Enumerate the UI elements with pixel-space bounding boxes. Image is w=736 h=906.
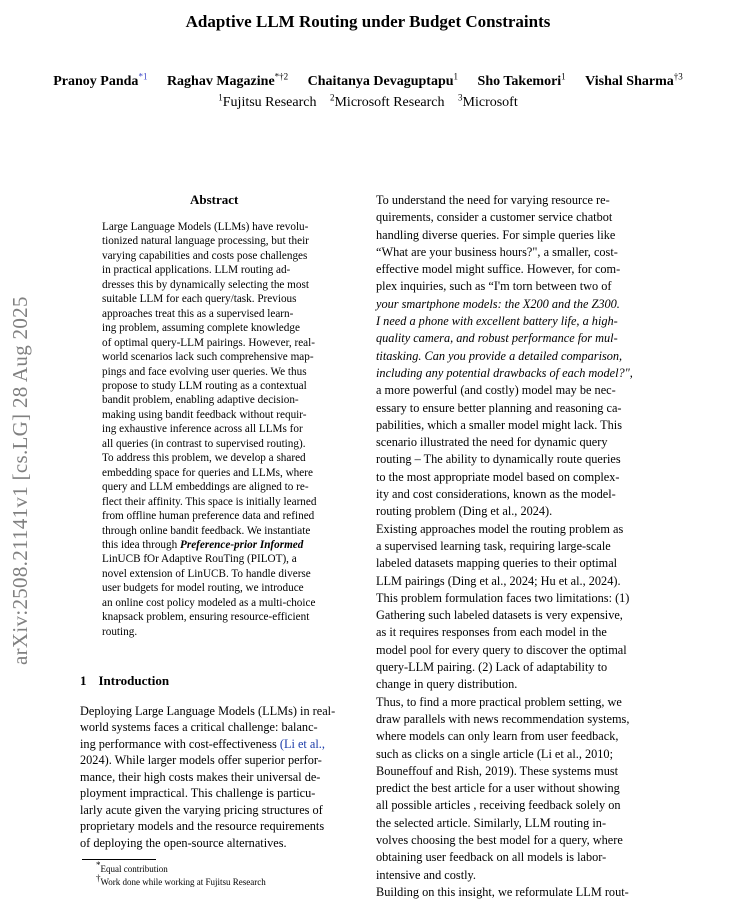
body-line: routing problem (Ding et al., 2024). <box>376 504 553 519</box>
body-line: Existing approaches model the routing problem as <box>376 521 624 536</box>
body-line: Gathering such labeled datasets is very expensive, <box>376 608 623 623</box>
intro-line: mance, their high costs makes their universal de- <box>80 769 321 784</box>
abstract-line: novel extension of LinUCB. To handle diverse <box>102 567 311 580</box>
affiliation: $^1$Fujitsu Research <box>218 92 317 110</box>
body-line: effective model might suffice. However, for com- <box>376 262 621 277</box>
body-line: Bouneffouf and Rish, 2019). These systems must <box>376 763 619 778</box>
author: Sho Takemori$^1$ <box>477 71 566 89</box>
abstract-line: of optimal query-LLM pairings. However, real- <box>102 336 315 349</box>
body-line: draw parallels with news recommendation systems, <box>376 711 630 726</box>
abstract-line: knapsack problem, ensuring resource-efficient <box>102 611 310 624</box>
affiliations <box>0 92 736 111</box>
pilot-expansion: Preference-prior Informed <box>180 538 304 551</box>
abstract-line: tionized natural language processing, but their <box>102 235 309 248</box>
body-line: to the most appropriate model based on complex- <box>376 469 620 484</box>
body-line: labeled datasets mapping queries to their optimal <box>376 556 618 571</box>
body-line: quality camera, and robust performance for mul- <box>376 331 618 346</box>
abstract-line: suitable LLM for each query/task. Previous <box>102 293 297 306</box>
body-line: I need a phone with excellent battery life, a high- <box>376 314 618 329</box>
body-line: the selected article. Similarly, LLM routing in- <box>376 815 607 830</box>
author: Pranoy Panda$^{*1}$ <box>53 71 148 89</box>
abstract-line: world scenarios lack such comprehensive map- <box>102 351 314 364</box>
abstract-line: pings and face evolving user queries. We thus <box>102 365 307 378</box>
body-line: Thus, to find a more practical problem setting, we <box>376 694 622 709</box>
body-line: such as clicks on a single article (Li et al., 2010; <box>376 746 613 761</box>
body-line: ity and cost considerations, known as the model- <box>376 487 616 502</box>
affiliation: $^2$Microsoft Research <box>329 92 445 110</box>
abstract-line: LinUCB fOr Adaptive RouTing (PILOT), a <box>102 553 297 566</box>
abstract-line: from offline human preference data and refined <box>102 510 315 523</box>
abstract-line: through online bandit feedback. We instantiate <box>102 524 311 537</box>
abstract-line: in practical applications. LLM routing ad- <box>102 264 291 277</box>
abstract-line: query and LLM embeddings are aligned to re- <box>102 481 309 494</box>
abstract-line: all queries (in contrast to supervised routing). <box>102 437 306 450</box>
footnote: †Work done while working at Fujitsu Research <box>96 873 266 887</box>
abstract-line: Large Language Models (LLMs) have revolu- <box>102 221 309 233</box>
body-line: change in query distribution. <box>376 677 518 692</box>
section-heading: 1 Introduction <box>80 673 170 688</box>
abstract-line: approaches treat this as a supervised learn- <box>102 307 294 320</box>
abstract-line: flect their affinity. This space is initially learned <box>102 495 317 508</box>
intro-line: proprietary models and the resource requirements <box>80 819 325 834</box>
abstract-line: bandit problem, enabling adaptive decision- <box>102 394 299 407</box>
body-line: routing – The ability to dynamically route queries <box>376 452 621 467</box>
abstract-line: To address this problem, we develop a shared <box>102 452 306 465</box>
paper-title: Adaptive LLM Routing under Budget Constraints <box>185 12 551 31</box>
abstract-line: varying capabilities and costs pose challenges <box>102 249 308 262</box>
body-line: This problem formulation faces two limitations: (1) <box>376 590 630 605</box>
arxiv-watermark: arXiv:2508.21141v1 [cs.LG] 28 Aug 2025 <box>8 296 32 665</box>
body-line: as it requires responses from each model in the <box>376 625 607 640</box>
affiliation: $^3$Microsoft <box>458 92 518 110</box>
intro-line: Deploying Large Language Models (LLMs) in real- <box>80 704 336 718</box>
body-line: predict the best article for a user without showing <box>376 781 620 796</box>
body-line: all possible articles , receiving feedback solely on <box>376 798 621 813</box>
body-line: handling diverse queries. For simple queries like <box>376 227 616 242</box>
author-list <box>0 71 736 90</box>
intro-line: 2024). While larger models offer superior perfor- <box>80 753 322 768</box>
intro-line: ployment impractical. This challenge is particu- <box>80 786 316 801</box>
body-line: To understand the need for varying resource re- <box>376 193 610 207</box>
author: Vishal Sharma$^{\dagger 3}$ <box>585 71 683 89</box>
body-line: scenario illustrated the need for dynamic query <box>376 435 608 450</box>
intro-line: ing performance with cost-effectiveness (Li et al., <box>80 736 325 751</box>
body-line: essary to ensure better planning and reasoning ca- <box>376 400 622 415</box>
author: Raghav Magazine$^{*\dagger 2}$ <box>166 71 289 89</box>
abstract-line: an online cost policy modeled as a multi-choice <box>102 596 316 609</box>
body-line: where models can only learn from user feedback, <box>376 729 619 744</box>
intro-line: of deploying the open-source alternatives. <box>80 835 287 850</box>
abstract-line: ing problem, assuming complete knowledge <box>102 322 300 335</box>
body-line: plex inquiries, such as “I'm torn between two of <box>376 279 612 294</box>
body-line: a more powerful (and costly) model may be nec- <box>376 383 616 398</box>
body-line: intensive and costly. <box>376 867 476 882</box>
intro-line: world systems faces a critical challenge: balanc- <box>80 720 318 735</box>
body-line: pabilities, which a smaller model might lack. This <box>376 417 623 432</box>
body-line: LLM pairings (Ding et al., 2024; Hu et al., 2024). <box>376 573 621 588</box>
abstract-line: embedding space for queries and LLMs, where <box>102 466 313 479</box>
abstract-line: dresses this by dynamically selecting the most <box>102 278 309 291</box>
abstract-line: making using bandit feedback without requir- <box>102 408 307 421</box>
body-line: model pool for every query to discover the optimal <box>376 642 627 657</box>
body-line: “What are your business hours?", a smaller, cost- <box>376 244 618 259</box>
abstract-line: ing exhaustive inference across all LLMs for <box>102 423 303 436</box>
intro-line: larly acute given the varying pricing structures of <box>80 802 323 817</box>
body-line: query-LLM pairing. (2) Lack of adaptability to <box>376 660 608 675</box>
author: Chaitanya Devaguptapu$^1$ <box>307 71 459 89</box>
body-line: Building on this insight, we reformulate LLM rout- <box>376 884 629 899</box>
abstract-text <box>102 220 338 639</box>
abstract-line: this idea through Preference-prior Informed <box>102 538 304 551</box>
body-line: quirements, consider a customer service chatbot <box>376 210 613 225</box>
footnote-rule <box>82 859 156 860</box>
citation-link[interactable]: (Li et al., <box>279 736 325 751</box>
footnote: *Equal contribution <box>96 860 168 874</box>
right-column-text <box>376 192 652 901</box>
body-line: including any potential drawbacks of each model?", <box>376 365 633 380</box>
abstract-line: routing. <box>102 625 138 638</box>
body-line: your smartphone models: the X200 and the Z300. <box>376 296 620 311</box>
abstract-line: user budgets for model routing, we introduce <box>102 582 304 595</box>
body-line: obtaining user feedback on all models is labor- <box>376 850 607 865</box>
body-line: titasking. Can you provide a detailed comparison, <box>376 348 623 363</box>
abstract-line: propose to study LLM routing as a contextual <box>102 379 307 392</box>
body-line: volves choosing the best model for a query, where <box>376 832 623 847</box>
body-line: a supervised learning task, requiring large-scale <box>376 538 611 553</box>
abstract-heading: Abstract <box>190 192 239 207</box>
intro-text <box>80 703 356 851</box>
